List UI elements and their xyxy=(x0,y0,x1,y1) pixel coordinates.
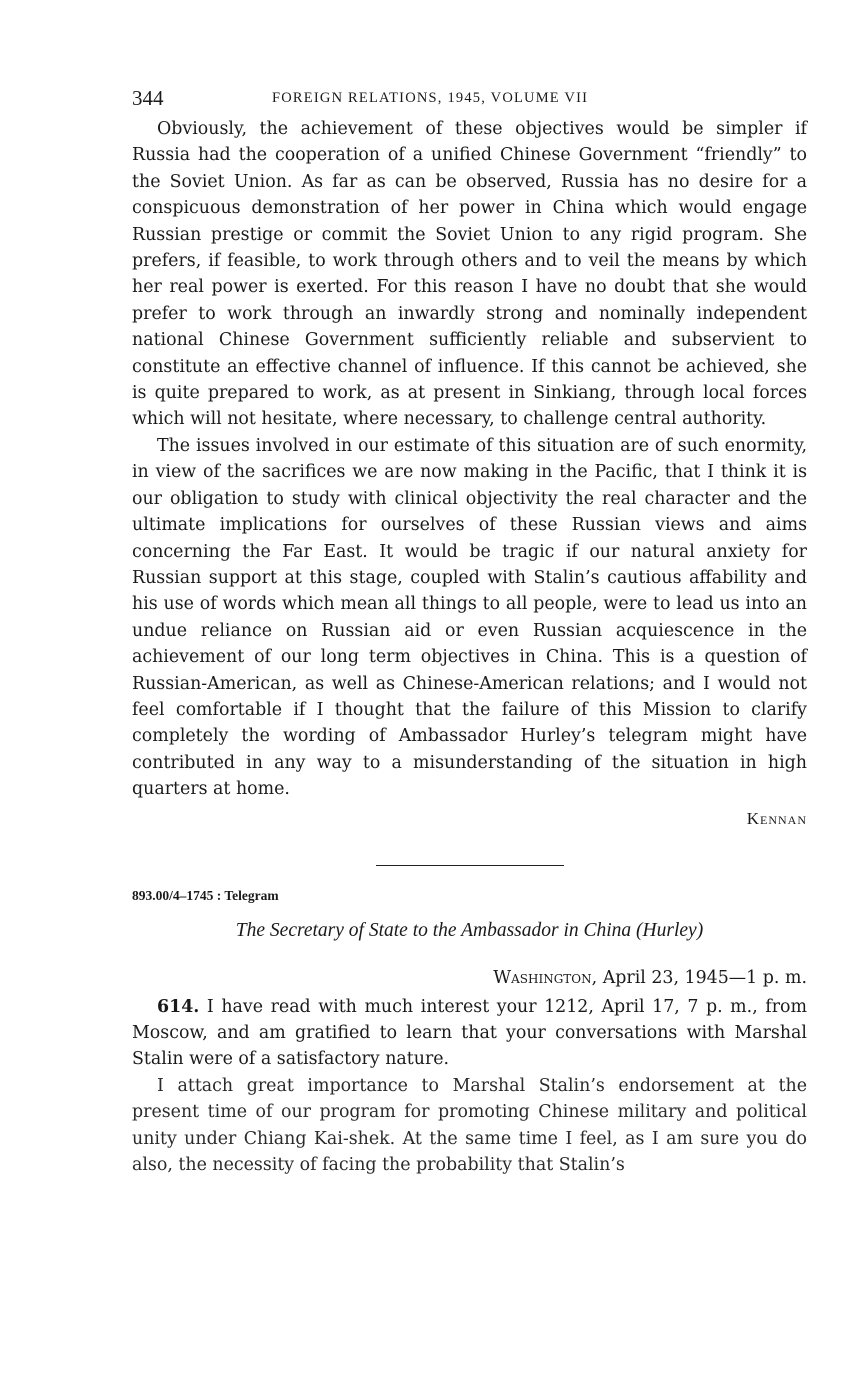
page-number: 344 xyxy=(132,86,164,110)
paragraph-614 xyxy=(132,994,807,1073)
document-page xyxy=(132,82,807,1178)
running-head xyxy=(132,82,807,116)
running-title: FOREIGN RELATIONS, 1945, VOLUME VII xyxy=(272,90,589,106)
signature: Kennan xyxy=(746,808,807,828)
paragraph-614-text: I have read with much interest your 1212, April 17, 7 p. m., from Moscow, and am gratified to learn that your conversations with Marshal Stalin were of a satisfactory nature. xyxy=(132,996,807,1070)
file-number: 893.00/4–1745 : Telegram xyxy=(132,887,279,903)
paragraph-number: 614. xyxy=(157,996,200,1017)
dateline-date: , April 23, 1945—1 p. m. xyxy=(591,967,807,988)
dateline xyxy=(132,968,807,994)
document-heading: The Secretary of State to the Ambassador in China (Hurley) xyxy=(235,919,704,941)
section-divider xyxy=(376,865,564,866)
paragraph-objectives: Obviously, the achievement of these objectives would be simpler if Russia had the cooperation of a unified Chinese Government “friendly” to the Soviet Union. As far as can be observed, Russia has no desire for a conspicuous demonstration of her power in China which would engage Russian prestige or commit the Soviet Union to any rigid program. She prefers, if feasible, to work through others and to veil the means by which her real power is exerted. For this reason I have no doubt that she would prefer to work through an inwardly strong and nominally independent national Chinese Government sufficiently reliable and subservient to constitute an effective channel of influence. If this cannot be achieved, she is quite prepared to work, as at present in Sinkiang, through local forces which will not hesitate, where necessary, to challenge central authority. xyxy=(132,119,807,430)
dateline-place: Washington xyxy=(493,967,592,988)
paragraph-importance: I attach great importance to Marshal Stalin’s endorsement at the present time of our program for promoting Chinese military and political unity under Chiang Kai-shek. At the same time I feel, as I am sure you do also, the necessity of facing the probability that Stalin’s xyxy=(132,1075,807,1175)
paragraph-issues: The issues involved in our estimate of this situation are of such enormity, in view of the sacrifices we are now making in the Pacific, that I think it is our obligation to study with clinical objectivity the real character and the ultimate implications for ourselves of these Russian views and aims concerning the Far East. It would be tragic if our natural anxiety for Russian support at this stage, coupled with Stalin’s cautious affability and his use of words which mean all things to all people, were to lead us into an undue reliance on Russian aid or even Russian acquiescence in the achievement of our long term objectives in China. This is a question of Russian-American, as well as Chinese-American relations; and I would not feel comfortable if I thought that the failure of this Mission to clarify completely the wording of Ambassador Hurley’s telegram might have contributed in any way to a misunderstanding of the situation in high quarters at home. xyxy=(132,435,807,800)
